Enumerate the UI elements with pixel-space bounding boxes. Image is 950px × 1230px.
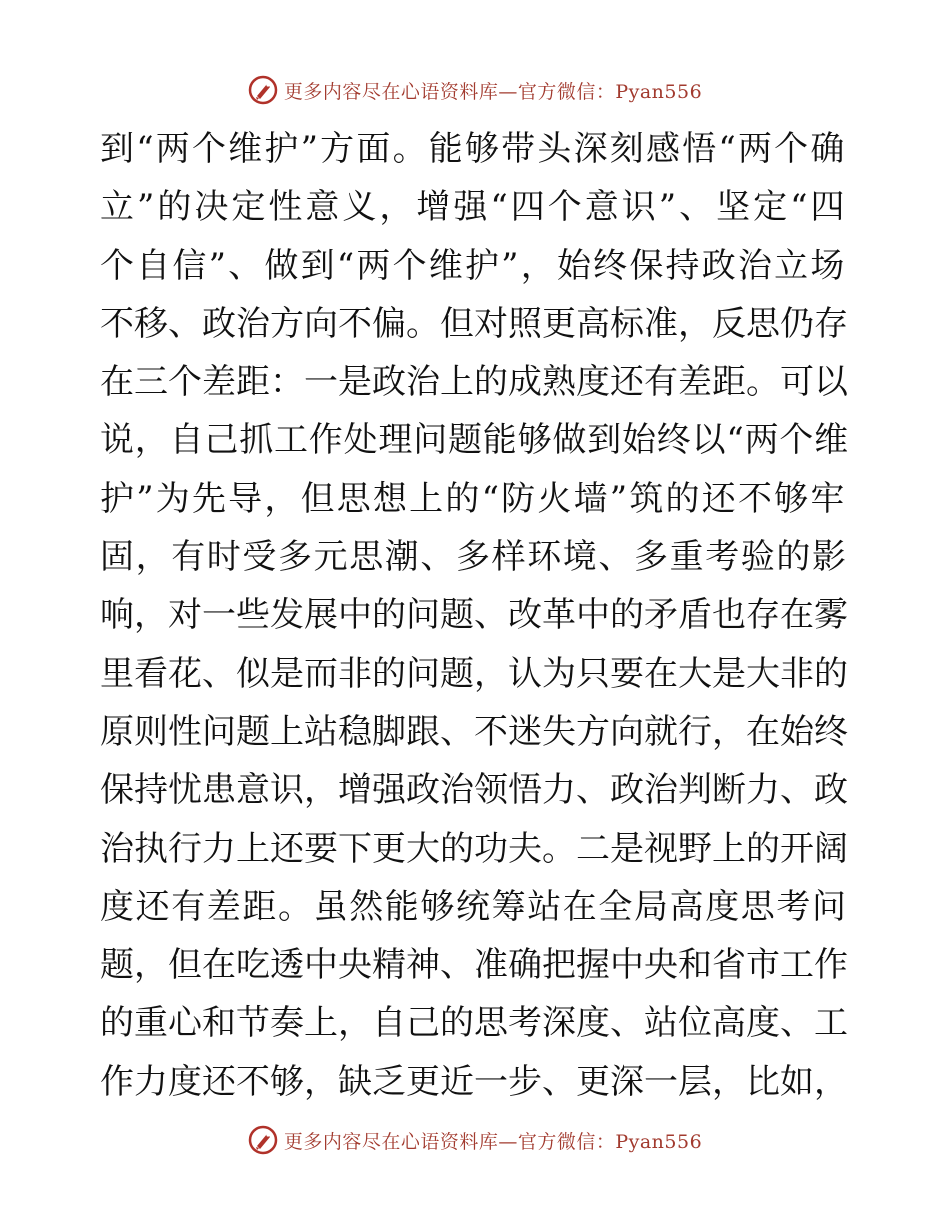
body-text-line: 在三个差距：一是政治上的成熟度还有差距。可以 — [100, 362, 848, 403]
body-text-line: 治执行力上还要下更大的功夫。二是视野上的开阔 — [100, 828, 848, 869]
body-text-line: 固，有时受多元思潮、多样环境、多重考验的影 — [100, 537, 848, 578]
body-text-line: 护”为先导，但思想上的“防火墙”筑的还不够牢 — [100, 478, 847, 519]
header-banner-text: 更多内容尽在心语资料库—官方微信：Pyan556 — [283, 80, 703, 103]
body-text-line: 原则性问题上站稳脚跟、不迷失方向就行，在始终 — [100, 711, 848, 752]
body-text-line: 保持忧患意识，增强政治领悟力、政治判断力、政 — [100, 770, 848, 811]
body-text-line: 响，对一些发展中的问题、改革中的矛盾也存在雾 — [100, 595, 848, 636]
body-text-line: 说，自己抓工作处理问题能够做到始终以“两个维 — [100, 420, 849, 461]
body-text-line: 里看花、似是而非的问题，认为只要在大是大非的 — [100, 653, 848, 694]
body-text-line: 题，但在吃透中央精神、准确把握中央和省市工作 — [100, 945, 848, 986]
body-text-line: 立”的决定性意义，增强“四个意识”、坚定“四 — [100, 187, 848, 228]
body-text-line: 不移、政治方向不偏。但对照更高标准，反思仍存 — [100, 303, 848, 344]
pen-nib-logo-icon — [248, 75, 278, 105]
footer-banner-text: 更多内容尽在心语资料库—官方微信：Pyan556 — [283, 1130, 703, 1153]
header-banner — [0, 70, 950, 110]
body-text-line: 作力度还不够，缺乏更近一步、更深一层，比如， — [100, 1061, 848, 1102]
body-text-line: 到“两个维护”方面。能够带头深刻感悟“两个确 — [100, 129, 847, 169]
body-text-line: 个自信”、做到“两个维护”，始终保持政治立场 — [100, 245, 847, 286]
body-text-line: 的重心和节奏上，自己的思考深度、站位高度、工 — [100, 1003, 848, 1044]
footer-banner — [0, 1120, 950, 1160]
body-text-line: 度还有差距。虽然能够统筹站在全局高度思考问 — [100, 886, 848, 927]
document-body — [100, 120, 850, 1111]
pen-nib-logo-icon — [248, 1125, 278, 1155]
